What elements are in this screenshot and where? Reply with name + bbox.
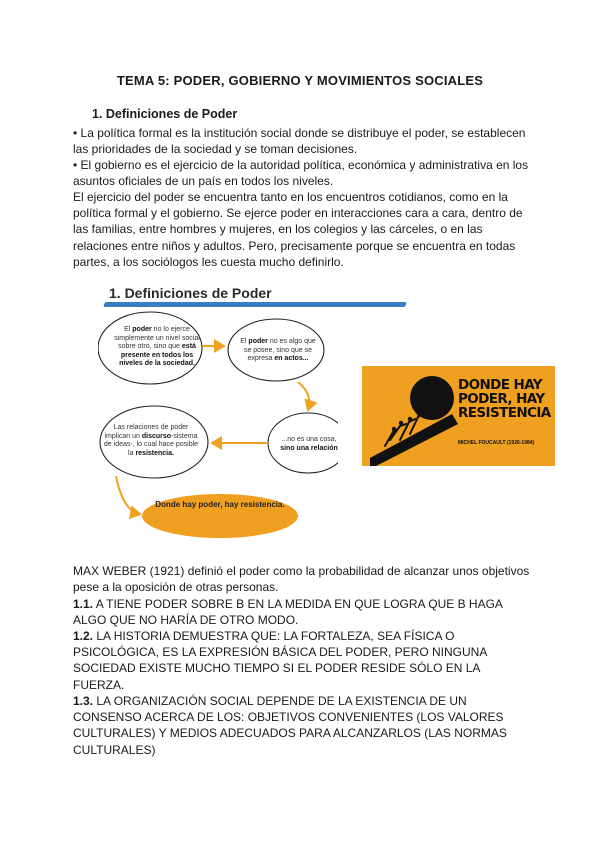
section-heading: 1. Definiciones de Poder (92, 107, 238, 121)
paragraph-ejercicio: El ejercicio del poder se encuentra tanto en los encuentros cotidianos, como en la política formal y el gobierno. Se ejerce poder en interacciones cara a cara, dentro de las familias, entre hombres y mujeres, en los colegios y las cárceles, o en las relaciones entre niños y adultos. Pero, precisamente porque se encuentra en todas partes, a los sociólogos les cuesta mucho definirlo. (73, 190, 523, 269)
bubble-4-text: ...no es una cosa, sino una relación (280, 436, 338, 452)
diagram-title: 1. Definiciones de Poder (109, 285, 272, 301)
paragraph-gobierno: • El gobierno es el ejercicio de la autoridad política, económica y administrativa en los asuntos oficiales de un país en todos los niveles. (73, 158, 529, 189)
boulder (410, 376, 454, 420)
weber-item-3: 1.3. LA ORGANIZACIÓN SOCIAL DEPENDE DE LA EXISTENCIA DE UN CONSENSO ACERCA DE LOS: OBJETIVOS CONVENIENTES (LOS VALORES CULTURALES) Y MEDIOS ADECUADOS PARA ALCANZARLOS (LAS NORMAS CULTURALES) (73, 694, 507, 757)
bubble-3-text: Las relaciones de poder implican un discurso-sistema de ideas-, lo cual hace posible la resistencia. (103, 424, 199, 457)
slope (370, 414, 458, 466)
bubble-1-text: El poder no lo ejerce simplemente un nivel social sobre otro, sino que está presente en todos los niveles de la sociedad. (114, 326, 200, 367)
conclusion-oval-text: Donde hay poder, hay resistencia. (155, 500, 285, 509)
bubble-2-text: El poder no es algo que se posee, sino que se expresa en actos... (240, 338, 316, 362)
document-title: TEMA 5: PODER, GOBIERNO Y MOVIMIENTOS SOCIALES (116, 73, 484, 88)
paragraph-politica: • La política formal es la institución social donde se distribuye el poder, se establecen las prioridades de la sociedad y se toman decisiones. (73, 126, 526, 157)
weber-intro: MAX WEBER (1921) definió el poder como la probabilidad de alcanzar unos objetivos pese a la oposición de otras personas. (73, 564, 530, 595)
foucault-poster (362, 366, 555, 466)
poster-headline: DONDE HAY PODER, HAY RESISTENCIA (458, 377, 551, 421)
poster-author: MICHEL FOUCAULT (1926-1984) (458, 440, 535, 446)
weber-item-2: 1.2. LA HISTORIA DEMUESTRA QUE: LA FORTALEZA, SEA FÍSICA O PSICOLÓGICA, ES LA EXPRESIÓN BÁSICA DEL PODER, PERO NINGUNA SOCIEDAD EXISTE MUCHO TIEMPO SI EL PODER RESIDE SÓLO EN LA FUERZA. (73, 629, 487, 692)
arrow-3-to-oval (116, 476, 140, 514)
weber-item-1: 1.1. A TIENE PODER SOBRE B EN LA MEDIDA EN QUE LOGRA QUE B HAGA ALGO QUE NO HARÍA DE OTRO MODO. (73, 597, 503, 628)
arrow-2-to-4 (298, 382, 309, 410)
